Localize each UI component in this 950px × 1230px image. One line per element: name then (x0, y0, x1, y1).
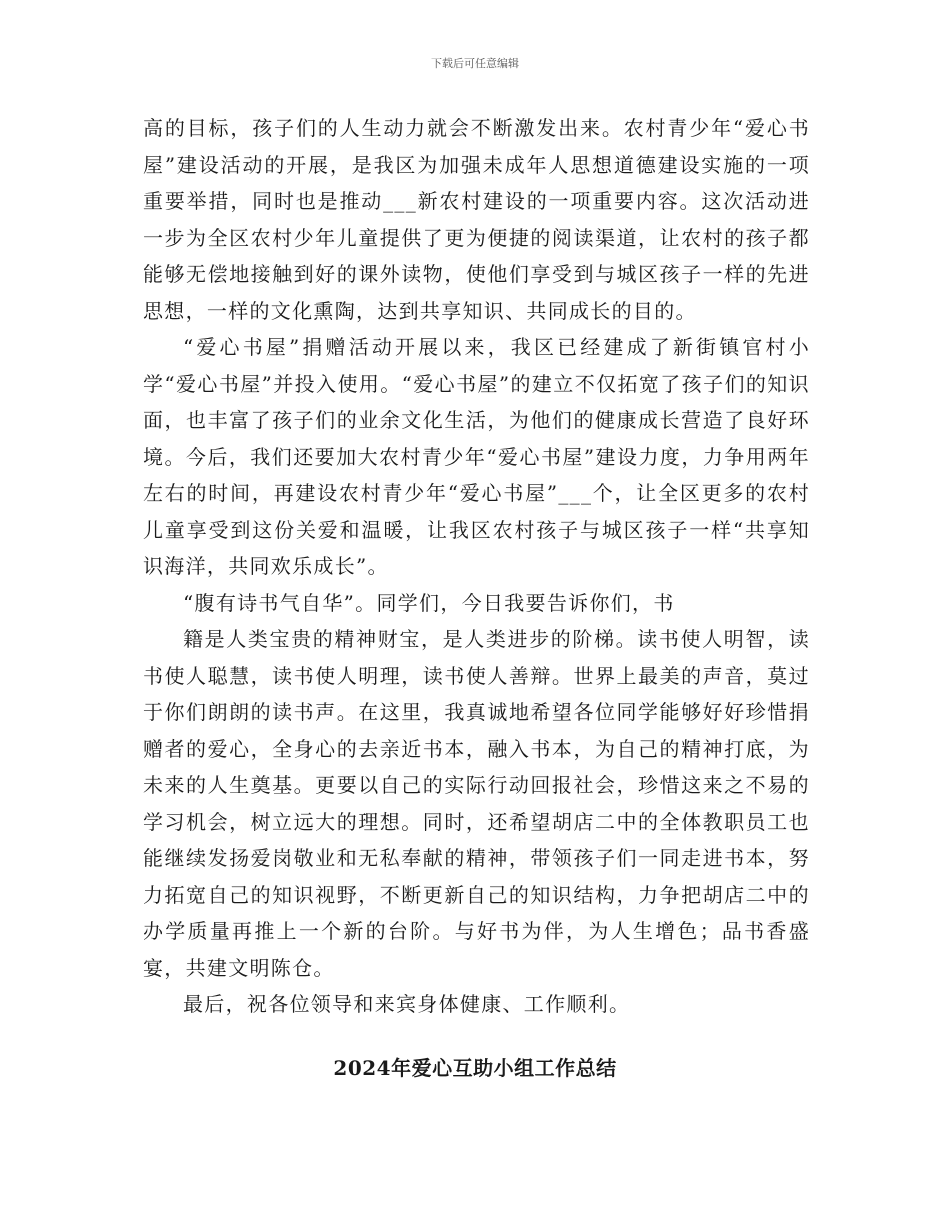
document-body (143, 110, 810, 1023)
page-header: 下载后可任意编辑 (431, 57, 519, 70)
paragraph-1: 高的目标，孩子们的人生动力就会不断激发出来。农村青少年“爱心书屋”建设活动的开展，是我区为加强未成年人思想道德建设实施的一项重要举措，同时也是推动___新农村建设的一项重要内容。这次活动进一步为全区农村少年儿童提供了更为便捷的阅读渠道，让农村的孩子都能够无偿地接触到好的课外读物，使他们享受到与城区孩子一样的先进思想，一样的文化熏陶，达到共享知识、共同成长的目的。 (143, 116, 810, 323)
section-title: 2024年爱心互助小组工作总结 (333, 1056, 617, 1080)
paragraph-5: 最后，祝各位领导和来宾身体健康、工作顺利。 (183, 992, 631, 1016)
paragraph-4: 籍是人类宝贵的精神财宝，是人类进步的阶梯。读书使人明智，读书使人聪慧，读书使人明理，读书使人善辩。世界上最美的声音，莫过于你们朗朗的读书声。在这里，我真诚地希望各位同学能够好好珍惜捐赠者的爱心，全身心的去亲近书本，融入书本，为自己的精神打底，为未来的人生奠基。更要以自己的实际行动回报社会，珍惜这来之不易的学习机会，树立远大的理想。同时，还希望胡店二中的全体教职员工也能继续发扬爱岗敬业和无私奉献的精神，带领孩子们一同走进书本，努力拓宽自己的知识视野，不断更新自己的知识结构，力争把胡店二中的办学质量再推上一个新的台阶。与好书为伴，为人生增色；品书香盛宴，共建文明陈仓。 (143, 627, 810, 980)
paragraph-3: “腹有诗书气自华”。同学们，今日我要告诉你们，书 (183, 590, 675, 615)
paragraph-2: “爱心书屋”捐赠活动开展以来，我区已经建成了新街镇官村小学“爱心书屋”并投入使用。“爱心书屋”的建立不仅拓宽了孩子们的知识面，也丰富了孩子们的业余文化生活，为他们的健康成长营造了良好环境。今后，我们还要加大农村青少年“爱心书屋”建设力度，力争用两年左右的时间，再建设农村青少年“爱心书屋”___个，让全区更多的农村儿童享受到这份关爱和温暖，让我区农村孩子与城区孩子一样“共享知识海洋，共同欢乐成长”。 (143, 335, 810, 578)
